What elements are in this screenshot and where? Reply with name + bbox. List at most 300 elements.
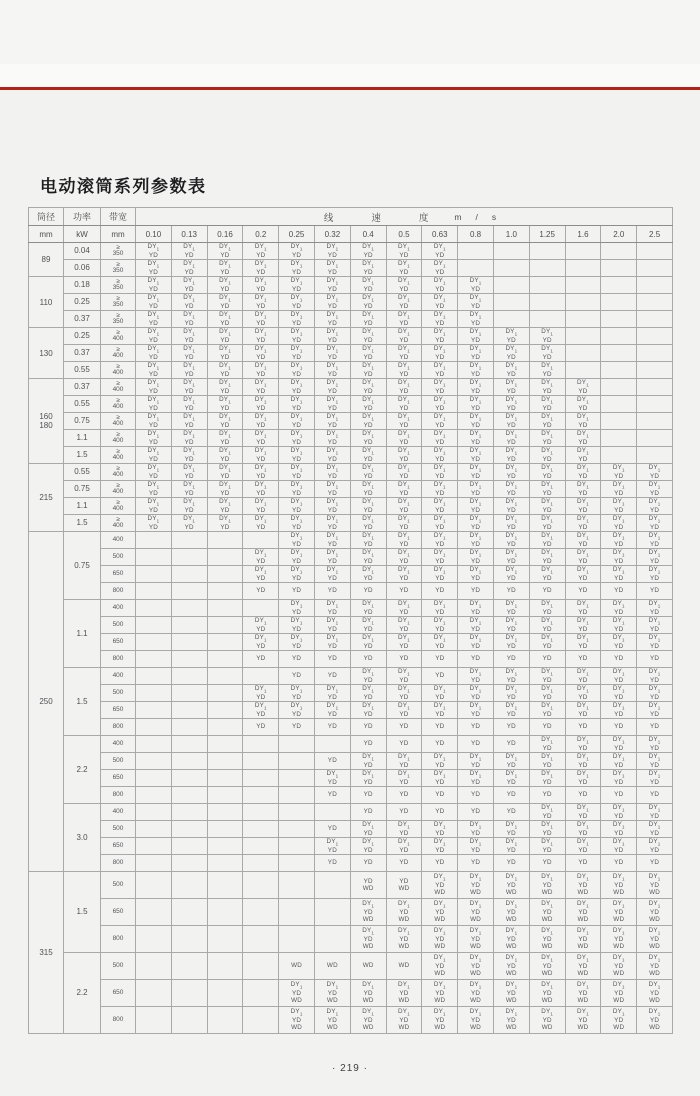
speed-data-cell: $DY_1$ YD — [279, 549, 315, 566]
speed-data-cell: $DY_1$ YD — [350, 617, 386, 634]
speed-data-cell — [637, 379, 673, 396]
speed-data-cell — [279, 753, 315, 770]
speed-data-cell — [529, 260, 565, 277]
power-cell: 1.5 — [64, 872, 101, 953]
speed-data-cell — [136, 804, 172, 821]
speed-data-cell: $DY_1$ YD — [565, 481, 601, 498]
speed-data-cell — [529, 311, 565, 328]
speed-data-cell — [529, 243, 565, 260]
speed-data-cell — [136, 838, 172, 855]
speed-data-cell: $DY_1$ YD — [279, 515, 315, 532]
speed-data-cell: YD — [386, 583, 422, 600]
speed-data-cell: $DY_1$ YD — [279, 481, 315, 498]
speed-data-cell: WD — [350, 953, 386, 980]
speed-data-cell: $DY_1$ YD — [422, 702, 458, 719]
speed-data-cell — [171, 617, 207, 634]
speed-data-cell: $DY_1$ YD WD — [458, 899, 494, 926]
speed-data-cell: $DY_1$ YD — [601, 532, 637, 549]
speed-data-cell: $DY_1$ YD — [458, 702, 494, 719]
speed-data-cell: $DY_1$ YD — [386, 600, 422, 617]
width-cell: ≥ 400 — [101, 447, 136, 464]
speed-data-cell — [136, 600, 172, 617]
header-diameter: 筒径 — [29, 208, 64, 226]
width-cell: 800 — [101, 719, 136, 736]
speed-data-cell — [136, 617, 172, 634]
speed-data-cell: $DY_1$ YD — [529, 464, 565, 481]
speed-data-cell — [637, 362, 673, 379]
speed-data-cell: $DY_1$ YD WD — [565, 980, 601, 1007]
speed-data-cell — [171, 532, 207, 549]
speed-data-cell: $DY_1$ YD — [386, 821, 422, 838]
speed-data-cell: $DY_1$ YD — [493, 566, 529, 583]
speed-data-cell: YD — [350, 651, 386, 668]
speed-data-cell: $DY_1$ YD — [314, 260, 350, 277]
speed-data-cell: YD — [243, 719, 279, 736]
speed-data-cell: $DY_1$ YD WD — [529, 926, 565, 953]
speed-data-cell: $DY_1$ YD — [350, 464, 386, 481]
speed-data-cell: $DY_1$ YD — [279, 243, 315, 260]
width-cell: 500 — [101, 872, 136, 899]
speed-data-cell — [171, 600, 207, 617]
speed-data-cell — [171, 1007, 207, 1034]
speed-data-cell: $DY_1$ YD — [565, 413, 601, 430]
line-speed-label-part: m — [454, 211, 462, 222]
speed-data-cell: YD — [637, 583, 673, 600]
speed-data-cell — [601, 311, 637, 328]
speed-data-cell: $DY_1$ YD — [279, 447, 315, 464]
speed-data-cell: $DY_1$ YD WD — [350, 899, 386, 926]
speed-data-cell: $DY_1$ YD — [637, 515, 673, 532]
speed-data-cell — [207, 838, 243, 855]
speed-data-cell: $DY_1$ YD — [314, 702, 350, 719]
speed-data-cell — [136, 668, 172, 685]
speed-data-cell: $DY_1$ YD — [386, 668, 422, 685]
speed-data-cell — [136, 899, 172, 926]
width-cell: 800 — [101, 926, 136, 953]
speed-data-cell: YD — [601, 651, 637, 668]
header-power: 功率 — [64, 208, 101, 226]
power-cell: 1.5 — [64, 515, 101, 532]
speed-data-cell: $DY_1$ YD — [314, 277, 350, 294]
speed-data-cell — [279, 736, 315, 753]
speed-data-cell: YD — [529, 583, 565, 600]
speed-data-cell: $DY_1$ YD — [458, 345, 494, 362]
speed-data-cell: $DY_1$ YD — [529, 515, 565, 532]
speed-data-cell: $DY_1$ YD — [386, 413, 422, 430]
speed-data-cell: $DY_1$ YD — [243, 294, 279, 311]
speed-data-cell: $DY_1$ YD — [601, 481, 637, 498]
table-row — [29, 430, 673, 447]
speed-data-cell: $DY_1$ YD — [493, 685, 529, 702]
speed-data-cell: $DY_1$ YD — [171, 430, 207, 447]
speed-data-cell: $DY_1$ YD — [136, 277, 172, 294]
speed-data-cell: $DY_1$ YD WD — [493, 980, 529, 1007]
speed-data-cell: $DY_1$ YD — [529, 685, 565, 702]
speed-data-cell — [171, 668, 207, 685]
speed-data-cell: WD — [279, 953, 315, 980]
speed-data-cell: $DY_1$ YD — [350, 838, 386, 855]
speed-data-cell: $DY_1$ YD — [529, 549, 565, 566]
speed-data-cell — [171, 872, 207, 899]
table-row — [29, 515, 673, 532]
speed-data-cell: $DY_1$ YD — [350, 481, 386, 498]
speed-data-cell — [493, 260, 529, 277]
speed-data-cell: $DY_1$ YD — [529, 702, 565, 719]
speed-data-cell: $DY_1$ YD — [279, 532, 315, 549]
speed-data-cell: $DY_1$ YD — [207, 481, 243, 498]
speed-col-header: 0.10 — [136, 226, 172, 243]
speed-data-cell: $DY_1$ YD — [386, 498, 422, 515]
speed-data-cell — [637, 345, 673, 362]
table-row — [29, 243, 673, 260]
speed-data-cell — [601, 328, 637, 345]
speed-data-cell: $DY_1$ YD — [493, 753, 529, 770]
speed-data-cell: $DY_1$ YD — [422, 396, 458, 413]
speed-data-cell — [136, 872, 172, 899]
speed-data-cell: YD — [350, 583, 386, 600]
speed-data-cell: YD — [565, 855, 601, 872]
speed-data-cell: $DY_1$ YD — [350, 311, 386, 328]
diameter-cell: 130 — [29, 328, 64, 379]
speed-data-cell: $DY_1$ YD WD — [637, 980, 673, 1007]
table-row — [29, 481, 673, 498]
speed-data-cell: $DY_1$ YD — [314, 566, 350, 583]
speed-data-cell: YD — [637, 719, 673, 736]
speed-data-cell — [207, 617, 243, 634]
width-cell: 500 — [101, 821, 136, 838]
speed-data-cell — [207, 899, 243, 926]
speed-data-cell: YD — [386, 651, 422, 668]
speed-data-cell: $DY_1$ YD — [422, 328, 458, 345]
speed-data-cell: $DY_1$ YD WD — [386, 926, 422, 953]
width-cell: 800 — [101, 855, 136, 872]
speed-data-cell: $DY_1$ YD — [279, 600, 315, 617]
speed-data-cell: $DY_1$ YD — [386, 328, 422, 345]
power-cell: 1.5 — [64, 447, 101, 464]
speed-data-cell: $DY_1$ YD — [350, 600, 386, 617]
speed-data-cell: $DY_1$ YD — [136, 481, 172, 498]
width-cell: 650 — [101, 702, 136, 719]
speed-data-cell — [279, 899, 315, 926]
speed-data-cell: $DY_1$ YD — [207, 464, 243, 481]
speed-data-cell: $DY_1$ YD — [386, 379, 422, 396]
speed-data-cell: $DY_1$ YD — [529, 668, 565, 685]
speed-data-cell — [637, 260, 673, 277]
table-row — [29, 464, 673, 481]
speed-data-cell: $DY_1$ YD — [637, 549, 673, 566]
speed-data-cell — [136, 566, 172, 583]
table-row — [29, 821, 673, 838]
speed-data-cell: YD — [422, 855, 458, 872]
speed-data-cell: $DY_1$ YD — [458, 294, 494, 311]
speed-data-cell: $DY_1$ YD — [565, 515, 601, 532]
speed-data-cell — [637, 328, 673, 345]
speed-data-cell — [243, 838, 279, 855]
speed-data-cell — [136, 634, 172, 651]
speed-data-cell — [136, 770, 172, 787]
speed-col-header: 2.0 — [601, 226, 637, 243]
speed-data-cell — [637, 277, 673, 294]
speed-data-cell — [565, 294, 601, 311]
speed-data-cell: $DY_1$ YD — [207, 345, 243, 362]
speed-data-cell: $DY_1$ YD WD — [637, 899, 673, 926]
speed-data-cell: $DY_1$ YD — [207, 413, 243, 430]
speed-data-cell: $DY_1$ YD — [207, 498, 243, 515]
speed-data-cell — [171, 583, 207, 600]
speed-data-cell: $DY_1$ YD — [529, 770, 565, 787]
speed-data-cell — [136, 532, 172, 549]
speed-data-cell: $DY_1$ YD — [386, 515, 422, 532]
speed-data-cell — [207, 532, 243, 549]
speed-data-cell: $DY_1$ YD — [279, 328, 315, 345]
speed-data-cell — [136, 953, 172, 980]
speed-data-cell: $DY_1$ YD WD — [422, 899, 458, 926]
speed-data-cell: $DY_1$ YD — [350, 821, 386, 838]
speed-data-cell: $DY_1$ YD — [314, 515, 350, 532]
speed-data-cell: $DY_1$ YD WD — [314, 1007, 350, 1034]
speed-data-cell — [171, 651, 207, 668]
speed-data-cell: $DY_1$ YD — [601, 702, 637, 719]
width-cell: ≥ 350 — [101, 294, 136, 311]
speed-data-cell: $DY_1$ YD — [422, 345, 458, 362]
speed-data-cell: $DY_1$ YD WD — [493, 1007, 529, 1034]
speed-data-cell: $DY_1$ YD — [386, 770, 422, 787]
table-row — [29, 311, 673, 328]
speed-data-cell: $DY_1$ YD WD — [493, 899, 529, 926]
table-row — [29, 872, 673, 899]
speed-data-cell: YD — [565, 787, 601, 804]
speed-data-cell: $DY_1$ YD WD — [529, 1007, 565, 1034]
speed-data-cell: YD — [458, 804, 494, 821]
line-speed-label-part: 线 — [323, 212, 334, 224]
speed-data-cell: $DY_1$ YD — [565, 566, 601, 583]
power-cell: 0.04 — [64, 243, 101, 260]
speed-data-cell — [601, 243, 637, 260]
speed-data-cell — [243, 899, 279, 926]
power-cell: 0.75 — [64, 532, 101, 600]
speed-data-cell: $DY_1$ YD — [386, 566, 422, 583]
speed-data-cell — [601, 294, 637, 311]
speed-data-cell: $DY_1$ YD WD — [314, 980, 350, 1007]
speed-data-cell: $DY_1$ YD — [529, 617, 565, 634]
speed-data-cell — [243, 855, 279, 872]
speed-data-cell — [637, 311, 673, 328]
speed-data-cell: $DY_1$ YD — [243, 549, 279, 566]
power-cell: 1.1 — [64, 430, 101, 447]
speed-data-cell: $DY_1$ YD — [493, 430, 529, 447]
speed-data-cell: $DY_1$ YD — [350, 702, 386, 719]
speed-col-header: 0.25 — [279, 226, 315, 243]
speed-data-cell: $DY_1$ YD — [207, 311, 243, 328]
speed-data-cell: WD — [386, 953, 422, 980]
speed-data-cell: $DY_1$ YD — [279, 396, 315, 413]
speed-data-cell: YD — [458, 855, 494, 872]
red-divider-line — [0, 87, 700, 90]
speed-data-cell: $DY_1$ YD — [386, 277, 422, 294]
speed-data-cell: $DY_1$ YD WD — [458, 926, 494, 953]
speed-data-cell — [637, 430, 673, 447]
width-cell: ≥ 400 — [101, 396, 136, 413]
speed-data-cell: YD — [493, 583, 529, 600]
speed-data-cell: $DY_1$ YD — [350, 532, 386, 549]
speed-data-cell: YD — [458, 736, 494, 753]
speed-data-cell: $DY_1$ YD — [314, 549, 350, 566]
speed-data-cell: $DY_1$ YD — [207, 430, 243, 447]
speed-data-cell — [529, 277, 565, 294]
speed-data-cell: $DY_1$ YD — [243, 498, 279, 515]
speed-data-cell: $DY_1$ YD — [529, 804, 565, 821]
speed-data-cell: $DY_1$ YD — [136, 362, 172, 379]
header-width: 带宽 — [101, 208, 136, 226]
speed-data-cell: $DY_1$ YD WD — [637, 872, 673, 899]
speed-data-cell: $DY_1$ YD — [314, 447, 350, 464]
table-row — [29, 719, 673, 736]
speed-data-cell — [171, 926, 207, 953]
speed-data-cell: $DY_1$ YD — [493, 498, 529, 515]
speed-data-cell: $DY_1$ YD WD — [601, 926, 637, 953]
table-row — [29, 668, 673, 685]
width-cell: 400 — [101, 668, 136, 685]
speed-data-cell: $DY_1$ YD — [458, 413, 494, 430]
power-cell: 1.1 — [64, 498, 101, 515]
speed-data-cell: $DY_1$ YD — [422, 243, 458, 260]
speed-data-cell: $DY_1$ YD — [350, 549, 386, 566]
speed-data-cell: $DY_1$ YD WD — [422, 953, 458, 980]
speed-data-cell: YD — [386, 804, 422, 821]
width-cell: ≥ 400 — [101, 328, 136, 345]
speed-data-cell: $DY_1$ YD — [458, 838, 494, 855]
speed-data-cell: $DY_1$ YD — [601, 804, 637, 821]
speed-data-cell — [314, 899, 350, 926]
speed-data-cell — [493, 243, 529, 260]
parameters-table — [28, 207, 673, 1034]
speed-data-cell — [171, 953, 207, 980]
speed-data-cell: $DY_1$ YD — [637, 838, 673, 855]
speed-data-cell: $DY_1$ YD — [350, 294, 386, 311]
speed-data-cell: YD — [279, 651, 315, 668]
speed-data-cell — [207, 821, 243, 838]
speed-data-cell — [493, 277, 529, 294]
table-row — [29, 498, 673, 515]
speed-data-cell: YD WD — [386, 872, 422, 899]
speed-data-cell: $DY_1$ YD — [386, 685, 422, 702]
speed-data-cell: $DY_1$ YD — [279, 702, 315, 719]
speed-data-cell: YD — [314, 855, 350, 872]
speed-data-cell: $DY_1$ YD — [458, 277, 494, 294]
speed-data-cell — [243, 980, 279, 1007]
speed-data-cell: $DY_1$ YD — [386, 311, 422, 328]
speed-data-cell: $DY_1$ YD — [207, 379, 243, 396]
speed-data-cell: $DY_1$ YD — [243, 260, 279, 277]
speed-data-cell: YD — [422, 651, 458, 668]
speed-data-cell: $DY_1$ YD WD — [493, 926, 529, 953]
width-cell: 800 — [101, 583, 136, 600]
speed-data-cell — [458, 243, 494, 260]
speed-data-cell: YD — [386, 719, 422, 736]
speed-data-cell: $DY_1$ YD — [243, 566, 279, 583]
speed-data-cell: $DY_1$ YD WD — [279, 980, 315, 1007]
speed-data-cell — [171, 821, 207, 838]
speed-data-cell: $DY_1$ YD — [565, 838, 601, 855]
speed-data-cell: $DY_1$ YD — [637, 736, 673, 753]
width-cell: 500 — [101, 685, 136, 702]
speed-data-cell: $DY_1$ YD — [422, 311, 458, 328]
speed-data-cell: $DY_1$ YD — [207, 260, 243, 277]
speed-data-cell — [601, 362, 637, 379]
speed-data-cell: YD — [493, 651, 529, 668]
speed-data-cell: $DY_1$ YD — [171, 243, 207, 260]
speed-data-cell: $DY_1$ YD — [493, 532, 529, 549]
width-cell: 650 — [101, 838, 136, 855]
speed-data-cell: $DY_1$ YD — [243, 702, 279, 719]
table-row — [29, 702, 673, 719]
speed-data-cell: $DY_1$ YD — [350, 430, 386, 447]
speed-data-cell: $DY_1$ YD — [458, 634, 494, 651]
speed-col-header: 0.13 — [171, 226, 207, 243]
speed-data-cell: $DY_1$ YD — [637, 481, 673, 498]
speed-data-cell — [171, 702, 207, 719]
width-cell: 800 — [101, 1007, 136, 1034]
table-row — [29, 926, 673, 953]
speed-data-cell: YD — [529, 855, 565, 872]
speed-data-cell: $DY_1$ YD — [529, 753, 565, 770]
speed-data-cell: $DY_1$ YD — [314, 379, 350, 396]
speed-data-cell: $DY_1$ YD — [637, 600, 673, 617]
speed-data-cell: $DY_1$ YD — [529, 600, 565, 617]
speed-data-cell: $DY_1$ YD — [565, 447, 601, 464]
speed-data-cell: $DY_1$ YD — [529, 838, 565, 855]
width-cell: ≥ 400 — [101, 498, 136, 515]
speed-data-cell: $DY_1$ YD — [171, 311, 207, 328]
speed-data-cell — [136, 1007, 172, 1034]
speed-data-cell: $DY_1$ YD — [493, 362, 529, 379]
speed-data-cell: $DY_1$ YD — [386, 294, 422, 311]
speed-data-cell: $DY_1$ YD — [171, 498, 207, 515]
speed-data-cell: $DY_1$ YD — [601, 821, 637, 838]
width-cell: 400 — [101, 600, 136, 617]
speed-data-cell: $DY_1$ YD — [207, 328, 243, 345]
speed-data-cell: $DY_1$ YD — [565, 634, 601, 651]
speed-data-cell: $DY_1$ YD WD — [386, 980, 422, 1007]
speed-data-cell: $DY_1$ YD — [350, 328, 386, 345]
speed-col-header: 2.5 — [637, 226, 673, 243]
speed-data-cell: $DY_1$ YD — [565, 549, 601, 566]
speed-data-cell: $DY_1$ YD — [458, 685, 494, 702]
speed-data-cell — [136, 651, 172, 668]
speed-data-cell: YD — [422, 804, 458, 821]
speed-data-cell: YD — [565, 651, 601, 668]
speed-data-cell — [207, 926, 243, 953]
power-cell: 0.75 — [64, 481, 101, 498]
speed-data-cell: YD — [458, 651, 494, 668]
speed-data-cell: $DY_1$ YD — [601, 498, 637, 515]
speed-data-cell: YD — [314, 668, 350, 685]
speed-data-cell: $DY_1$ YD — [350, 345, 386, 362]
speed-data-cell: $DY_1$ YD — [529, 396, 565, 413]
header-width-unit: mm — [101, 226, 136, 243]
speed-data-cell — [637, 447, 673, 464]
speed-data-cell: $DY_1$ YD — [458, 311, 494, 328]
speed-data-cell — [207, 702, 243, 719]
speed-data-cell: $DY_1$ YD — [565, 600, 601, 617]
speed-data-cell: $DY_1$ YD — [422, 838, 458, 855]
line-speed-label-part: 度 — [418, 212, 429, 224]
speed-data-cell: YD — [314, 719, 350, 736]
table-row — [29, 345, 673, 362]
speed-data-cell — [279, 926, 315, 953]
speed-data-cell: $DY_1$ YD — [314, 770, 350, 787]
speed-data-cell: $DY_1$ YD — [136, 498, 172, 515]
